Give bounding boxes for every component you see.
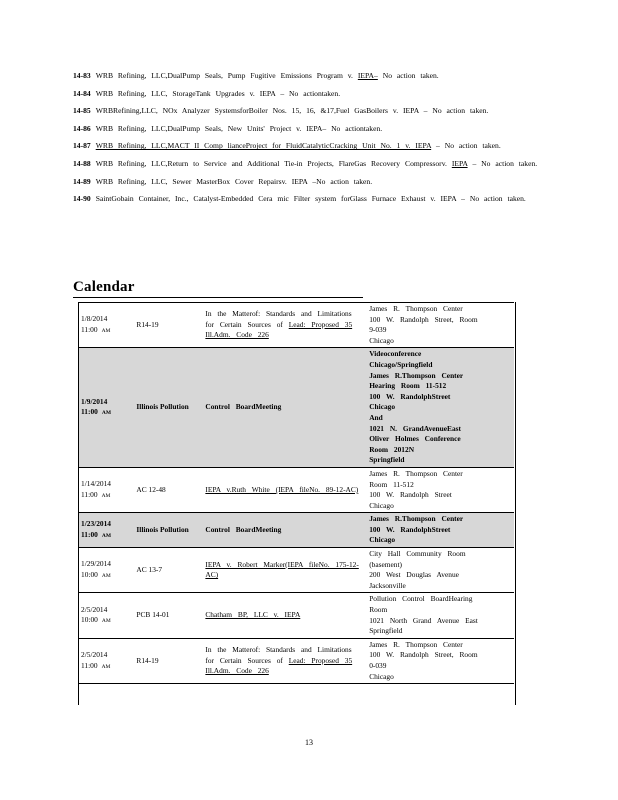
date-time-cell — [78, 348, 134, 468]
entry-number: 14-89 — [73, 176, 91, 186]
location-cell — [367, 303, 514, 348]
matter-cell — [203, 593, 367, 638]
event-time-line — [81, 570, 132, 582]
case-number: R14-19 — [134, 303, 203, 348]
matter-cell — [203, 467, 367, 512]
event-time: 10:00 — [81, 569, 98, 579]
case-number: R14-19 — [134, 638, 203, 683]
location-line: 100 W. Randolph Street, Room — [369, 314, 478, 324]
event-time: 10:00 — [81, 615, 98, 625]
event-date: 1/8/2014 — [81, 314, 108, 324]
action-entry — [73, 123, 543, 135]
matter-underlined-text: IEPA v. Robert Marker(IEPA fileNo. 175-12-AC) — [205, 559, 359, 580]
action-entry — [73, 158, 543, 170]
date-time-cell — [78, 638, 134, 683]
location-line: Chicago — [369, 335, 394, 345]
location-line: Room 2012N — [369, 444, 415, 454]
calendar-table — [78, 302, 514, 684]
entry-text: WRB Refining, LLC,DualPump Seals, Pump Fugitive Emissions Program v. — [95, 71, 358, 80]
calendar-row — [78, 548, 514, 593]
location-line: Hearing Room 11-512 — [369, 381, 447, 391]
location-line: Room 11-512 — [369, 479, 414, 489]
action-entry — [73, 88, 543, 100]
location-line: James R. Thompson Center — [369, 304, 463, 313]
event-time: 11:00 — [81, 324, 98, 334]
location-cell — [367, 467, 514, 512]
location-line: 0-039 — [369, 661, 387, 670]
event-time-line — [81, 490, 132, 502]
page-number: 13 — [305, 738, 313, 747]
matter-text: Control BoardMeeting — [205, 402, 282, 412]
event-time-line — [81, 530, 132, 542]
event-date: 1/9/2014 — [81, 396, 108, 406]
event-ampm: AM — [101, 410, 112, 417]
location-line: Room — [369, 605, 388, 615]
matter-text: In the Matterof: Standards and Limitations for Certain Sources of — [205, 645, 352, 665]
location-line: James R.Thompson Center — [369, 514, 464, 524]
entry-text: WRB Refining, LLC, Sewer MasterBox Cover Repairsv. IEPA –No action taken. — [95, 176, 373, 186]
matter-text: In the Matterof: Standards and Limitations for Certain Sources of — [205, 309, 352, 329]
event-ampm: AM — [101, 663, 111, 670]
entry-text: WRB Refining, LLC,Return to Service and Additional Tie-in Projects, FlareGas Recovery Compressorv. — [95, 158, 452, 168]
entry-trailing-text: No action taken. — [377, 71, 439, 80]
location-cell — [367, 513, 514, 548]
entry-number: 14-85 — [73, 106, 91, 116]
location-line: Springfield — [369, 626, 403, 636]
entry-number: 14-86 — [73, 123, 91, 133]
matter-cell — [203, 303, 367, 348]
event-ampm: AM — [101, 572, 111, 579]
action-entry — [73, 193, 543, 205]
matter-underlined-text: IEPA v.Ruth White (IEPA fileNo. 89-12-AC) — [205, 484, 359, 494]
location-cell — [367, 638, 514, 683]
event-time: 11:00 — [81, 489, 98, 499]
matter-cell — [203, 513, 367, 548]
location-line: 1021 N. GrandAvenueEast — [369, 423, 462, 433]
matter-cell — [203, 548, 367, 593]
entry-text: WRBRefining,LLC, NOx Analyzer SystemsforBoiler Nos. 15, 16, &17,Fuel GasBoilers v. IEPA – No action taken. — [95, 106, 489, 116]
entry-trailing-text: – No action taken. — [431, 141, 501, 151]
entry-underlined-text: WRB Refining, LLC,MACT II Comp lianceProject for FluidCatalyticCracking Unit No. 1 v. IEPA — [95, 141, 432, 151]
location-line: 9-039 — [369, 325, 387, 335]
entry-trailing-text: – No action taken. — [467, 158, 538, 168]
location-line: 100 W. RandolphStreet — [369, 391, 451, 401]
entry-number: 14-83 — [73, 71, 91, 80]
calendar-row — [78, 467, 514, 512]
location-line: James R. Thompson Center — [369, 639, 463, 649]
matter-cell — [203, 638, 367, 683]
case-number: Illinois Pollution — [134, 348, 203, 468]
location-cell — [367, 348, 514, 468]
event-time: 11:00 — [81, 407, 98, 417]
location-line: Pollution Control BoardHearing — [369, 594, 473, 604]
matter-text: Control BoardMeeting — [205, 524, 282, 534]
location-line: Chicago — [369, 671, 394, 681]
action-entry — [73, 70, 543, 82]
calendar-row — [78, 348, 514, 468]
calendar-title-rule — [73, 297, 363, 298]
entry-number: 14-88 — [73, 158, 91, 168]
matter-cell — [203, 348, 367, 468]
entry-number: 14-84 — [73, 88, 91, 98]
action-entry — [73, 105, 543, 117]
event-ampm: AM — [101, 327, 111, 334]
entry-underlined-text: IEPA — [451, 158, 468, 168]
event-date: 1/29/2014 — [81, 559, 111, 569]
action-entry — [73, 176, 543, 188]
calendar-row — [78, 593, 514, 638]
location-line: Chicago — [369, 500, 394, 510]
location-cell — [367, 593, 514, 638]
case-number: AC 12-48 — [134, 467, 203, 512]
location-line: Videoconference — [369, 349, 422, 359]
entry-number: 14-87 — [73, 141, 91, 151]
location-line: James R.Thompson Center — [369, 370, 464, 380]
date-time-cell — [78, 593, 134, 638]
location-line: Oliver Holmes Conference — [369, 434, 461, 444]
event-time-line — [81, 661, 132, 673]
date-time-cell — [78, 513, 134, 548]
location-line: 100 W. RandolphStreet — [369, 524, 451, 534]
event-time-line — [81, 407, 132, 419]
action-entry — [73, 140, 543, 152]
entry-text: SaintGobain Container, Inc., Catalyst-Embedded Cera mic Filter system forGlass Furnace Exhaust v. IEPA – No action taken. — [95, 194, 526, 204]
case-number: AC 13-7 — [134, 548, 203, 593]
location-line: Jacksonville — [369, 580, 406, 590]
location-line: James R. Thompson Center — [369, 468, 463, 478]
matter-underlined-text: Lead: Proposed 35 Ill.Adm. Code 226 — [205, 319, 353, 340]
entry-text: WRB Refining, LLC,DualPump Seals, New Units' Project v. IEPA– No actiontaken. — [95, 123, 383, 133]
entry-text: WRB Refining, LLC, StorageTank Upgrades v. IEPA – No actiontaken. — [95, 88, 341, 98]
location-line: 100 W. Randolph Street — [369, 490, 452, 500]
event-ampm: AM — [101, 492, 111, 499]
location-line: 100 W. Randolph Street, Room — [369, 650, 478, 660]
location-line: And — [369, 412, 383, 422]
matter-underlined-text: Lead: Proposed 35 Ill.Adm. Code 226 — [205, 655, 353, 676]
date-time-cell — [78, 303, 134, 348]
calendar-row — [78, 513, 514, 548]
action-entries — [73, 70, 543, 211]
case-number: PCB 14-01 — [134, 593, 203, 638]
case-number: Illinois Pollution — [134, 513, 203, 548]
location-line: City Hall Community Room — [369, 549, 466, 559]
event-date: 2/5/2014 — [81, 649, 108, 659]
event-time-line — [81, 615, 132, 627]
matter-underlined-text: Chatham BP, LLC v. IEPA — [205, 610, 301, 620]
entry-underlined-text: IEPA– — [357, 71, 378, 80]
location-cell — [367, 548, 514, 593]
location-line: 1021 North Grand Avenue East — [369, 615, 478, 625]
date-time-cell — [78, 548, 134, 593]
event-date: 1/14/2014 — [81, 479, 111, 488]
event-ampm: AM — [101, 532, 112, 539]
event-date: 2/5/2014 — [81, 604, 108, 614]
calendar-title: Calendar — [73, 279, 135, 295]
event-ampm: AM — [101, 618, 111, 625]
location-line: Chicago/Springfield — [369, 359, 433, 369]
location-line: Springfield — [369, 455, 405, 465]
location-line: Chicago — [369, 402, 396, 412]
location-line: (basement) — [369, 559, 403, 569]
calendar-row — [78, 303, 514, 348]
event-time: 11:00 — [81, 660, 98, 670]
location-line: 200 West Douglas Avenue — [369, 570, 459, 580]
entry-number: 14-90 — [73, 194, 91, 204]
location-line: Chicago — [369, 535, 396, 545]
calendar-row — [78, 638, 514, 683]
event-date: 1/23/2014 — [81, 519, 111, 529]
date-time-cell — [78, 467, 134, 512]
event-time: 11:00 — [81, 529, 98, 539]
event-time-line — [81, 325, 132, 337]
